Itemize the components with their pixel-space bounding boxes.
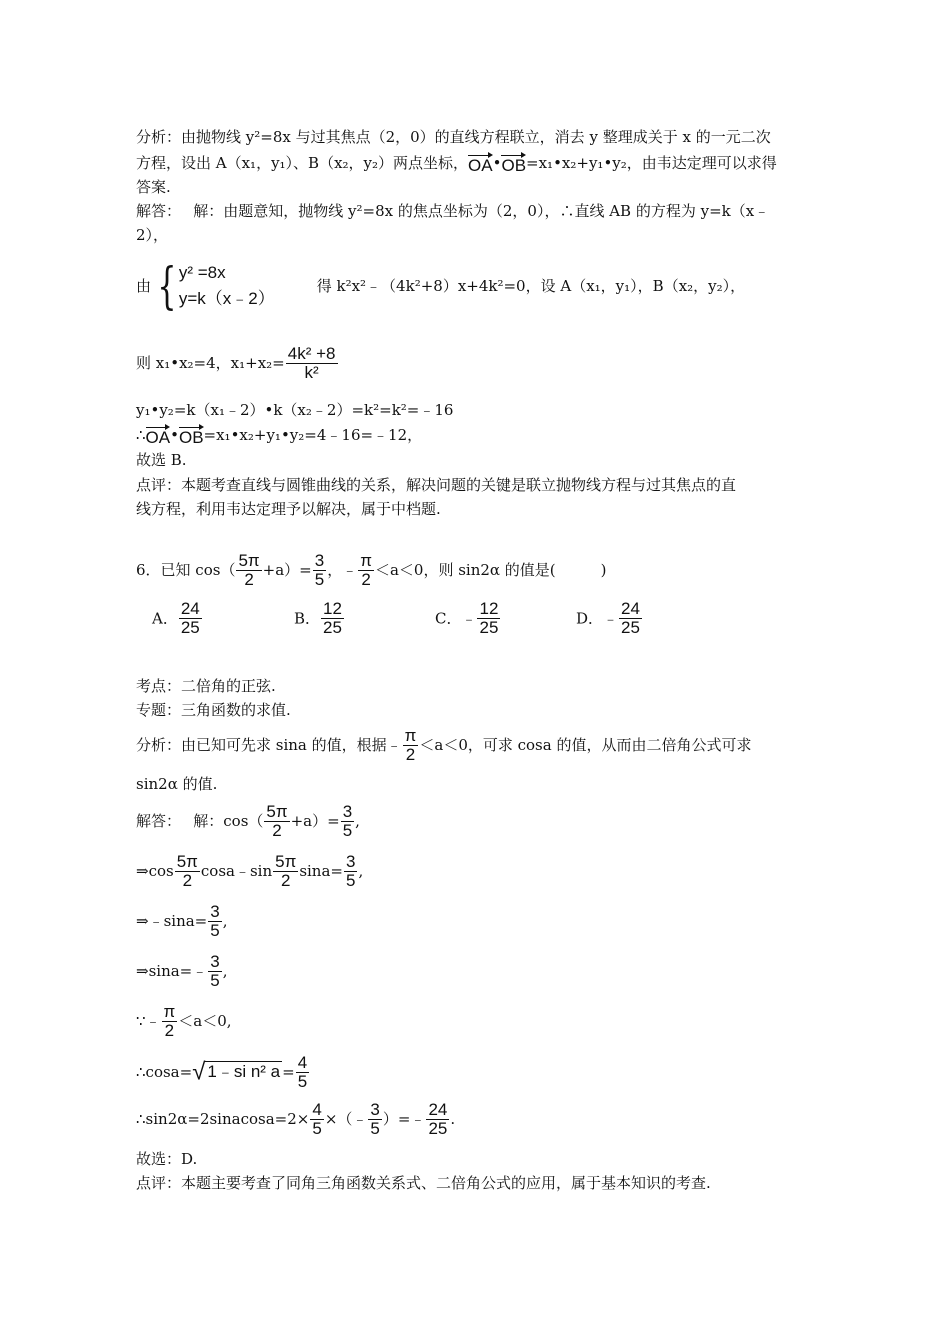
step-4 — [136, 950, 228, 991]
fraction-numerator: 5π — [176, 851, 198, 871]
vector-ob-2: OB — [179, 425, 204, 446]
step-7-text-d: . — [450, 1110, 456, 1128]
fraction-denominator: 5 — [312, 1118, 322, 1138]
fraction-numerator: π — [163, 1001, 176, 1021]
fraction-numerator: 5π — [275, 851, 297, 871]
step-2-text-d: , — [358, 862, 364, 880]
sqrt-expression — [192, 1052, 282, 1093]
system-eq-1: y² =8x — [178, 263, 226, 282]
fraction-denominator: 25 — [323, 618, 342, 637]
fraction-denominator: k² — [304, 362, 319, 382]
vieta-line — [136, 342, 339, 383]
fraction-numerator: 3 — [342, 801, 353, 821]
fraction-denominator: 5 — [297, 1071, 308, 1091]
kaodian-line: 考点：二倍角的正弦. — [136, 677, 276, 695]
step-1-text-b: +a）= — [290, 812, 340, 830]
question-6-text-d: ＜a＜0，则 sin2α 的值是( ) — [374, 561, 607, 579]
system-result: 得 k²x²﹣（4k²+8）x+4k²=0，设 A（x₁，y₁），B（x₂，y₂）， — [316, 277, 746, 295]
dianping-line: 点评：本题主要考查了同角三角函数关系式、二倍角公式的应用，属于基本知识的考查. — [136, 1174, 711, 1192]
fraction-numerator: 4 — [297, 1052, 308, 1072]
fraction-denominator: 25 — [180, 618, 200, 637]
fraction-numerator: 5π — [238, 550, 260, 570]
fraction-numerator: 3 — [210, 901, 220, 921]
fraction-numerator: 12 — [323, 599, 342, 618]
step-5-text-b: ＜a＜0, — [178, 1012, 232, 1030]
fraction-numerator: 5π — [266, 801, 288, 821]
fraction-denominator: 2 — [164, 1020, 175, 1040]
step-5 — [136, 1000, 232, 1041]
solution-line-2: 2）， — [136, 226, 169, 244]
fraction-numerator: 4 — [312, 1099, 322, 1119]
answer-line: 故选 B. — [136, 451, 187, 469]
solution-line-1: 解答： 解：由题意知，抛物线 y²=8x 的焦点坐标为（2，0），∴直线 AB 的方程为 y=k（x﹣ — [136, 202, 770, 220]
step-7-text-c: ）=﹣ — [382, 1110, 426, 1128]
step-7-text-a: ∴sin2α=2sinacosa=2× — [136, 1110, 310, 1128]
fraction-denominator: 25 — [479, 618, 499, 637]
fenxi-text-b: ＜a＜0，可求 cosa 的值，从而由二倍角公式可求 — [419, 736, 752, 754]
question-6-text-a: 6．已知 cos（ — [136, 561, 236, 579]
fraction-numerator: 4k² +8 — [287, 343, 336, 363]
fraction-numerator: 3 — [210, 951, 220, 971]
option-b-label: B． — [294, 609, 321, 628]
product-line: y₁•y₂=k（x₁﹣2）•k（x₂﹣2）=k²=k²=﹣16 — [136, 401, 454, 419]
analysis-line-1: 分析：由抛物线 y²=8x 与过其焦点（2，0）的直线方程联立，消去 y 整理成关于 x 的一元二次 — [136, 128, 771, 146]
step-4-text-b: , — [222, 962, 228, 980]
option-a-label: A． — [152, 609, 178, 628]
step-3-text-a: ⇒﹣sina= — [136, 912, 208, 930]
fraction-denominator: 5 — [210, 970, 220, 990]
fenxi-line-1 — [136, 724, 751, 765]
step-1 — [136, 800, 360, 841]
fraction-numerator: 3 — [345, 851, 356, 871]
system-eq-2: y=k（x﹣2） — [178, 289, 275, 308]
option-d-label: D．﹣ — [576, 609, 619, 628]
question-6-text-b: +a）= — [262, 561, 312, 579]
zhuanti-line: 专题：三角函数的求值. — [136, 701, 291, 719]
dot-symbol: • — [492, 154, 502, 172]
step-5-text-a: ∵﹣ — [136, 1012, 161, 1030]
option-d — [576, 600, 643, 637]
fraction-denominator: 5 — [345, 870, 356, 890]
option-c — [435, 600, 501, 637]
radical-icon: √ — [192, 1058, 206, 1086]
question-6 — [136, 549, 607, 590]
q6-fraction-1 — [236, 552, 261, 589]
step-2-text-c: sina= — [299, 862, 343, 880]
guxuan-line: 故选：D. — [136, 1150, 198, 1168]
equation-system-line — [136, 258, 745, 313]
fraction-numerator: 3 — [370, 1099, 380, 1119]
sqrt-body: 1﹣si n² a — [207, 1062, 281, 1082]
vector-oa-2: OA — [146, 425, 171, 446]
fenxi-fraction — [403, 727, 419, 764]
fraction-denominator: 2 — [405, 744, 416, 764]
option-a — [152, 600, 203, 637]
fraction-denominator: 2 — [272, 820, 282, 840]
fraction-numerator: 12 — [479, 599, 499, 618]
comment-line-1: 点评：本题考查直线与圆锥曲线的关系，解决问题的关键是联立抛物线方程与过其焦点的直 — [136, 476, 737, 494]
fraction-denominator: 2 — [280, 870, 291, 890]
fraction-denominator: 2 — [244, 569, 254, 589]
fraction-numerator: π — [360, 550, 372, 570]
option-b — [294, 600, 345, 637]
q6-fraction-3 — [358, 552, 374, 589]
vieta-text: 则 x₁•x₂=4，x₁+x₂= — [136, 354, 285, 372]
step-1-text-a: 解答： 解：cos（ — [136, 812, 264, 830]
q6-fraction-2 — [313, 552, 326, 589]
step-6-text-b: = — [282, 1063, 295, 1081]
fraction-denominator: 5 — [370, 1118, 380, 1138]
fraction-sum — [286, 345, 338, 382]
fenxi-line-2: sin2α 的值. — [136, 775, 218, 793]
fraction-numerator: 24 — [621, 599, 640, 618]
dot-symbol-2: • — [170, 426, 179, 444]
vector-ob: OB — [501, 153, 526, 174]
option-c-label: C．﹣ — [435, 609, 477, 628]
step-2 — [136, 850, 363, 891]
comment-line-2: 线方程，利用韦达定理予以解决，属于中档题. — [136, 500, 441, 518]
therefore-text: ∴ — [136, 426, 146, 444]
vector-oa: OA — [468, 153, 493, 174]
fraction-denominator: 5 — [210, 920, 220, 940]
fraction-denominator: 2 — [182, 870, 193, 890]
fraction-numerator: 3 — [314, 550, 325, 570]
fraction-numerator: 24 — [180, 599, 200, 618]
step-1-text-c: , — [355, 812, 360, 830]
fraction-denominator: 25 — [428, 1118, 448, 1138]
analysis-line-2 — [136, 152, 777, 174]
system-prefix: 由 — [136, 277, 152, 295]
brace-icon: { — [157, 257, 177, 315]
options-row — [152, 600, 672, 644]
dot-product-line — [136, 424, 422, 446]
step-4-text-a: ⇒sina=﹣ — [136, 962, 208, 980]
dot-product-result: =x₁•x₂+y₁•y₂=4﹣16=﹣12， — [203, 426, 423, 444]
step-3-text-b: , — [222, 912, 228, 930]
equation-system — [151, 257, 275, 315]
analysis-line-2-text: 方程，设出 A（x₁，y₁）、B（x₂，y₂）两点坐标， — [136, 154, 469, 172]
fraction-denominator: 5 — [342, 820, 353, 840]
fraction-numerator: 24 — [428, 1099, 448, 1119]
step-7-text-b: ×（﹣ — [324, 1110, 368, 1128]
step-6 — [136, 1051, 310, 1092]
fraction-numerator: π — [404, 725, 417, 745]
step-2-text-a: ⇒cos — [136, 862, 174, 880]
fenxi-text-a: 分析：由已知可先求 sina 的值，根据﹣ — [136, 736, 402, 754]
step-7 — [136, 1098, 455, 1139]
fraction-denominator: 25 — [621, 618, 640, 637]
analysis-line-3: 答案. — [136, 178, 171, 196]
fraction-denominator: 2 — [361, 569, 371, 589]
fraction-denominator: 5 — [314, 569, 325, 589]
analysis-line-2-end: =x₁•x₂+y₁•y₂，由韦达定理可以求得 — [526, 154, 777, 172]
step-3 — [136, 900, 228, 941]
question-6-text-c: ，﹣ — [327, 561, 358, 579]
step-6-text-a: ∴cosa= — [136, 1063, 193, 1081]
step-2-text-b: cosa﹣sin — [200, 862, 273, 880]
